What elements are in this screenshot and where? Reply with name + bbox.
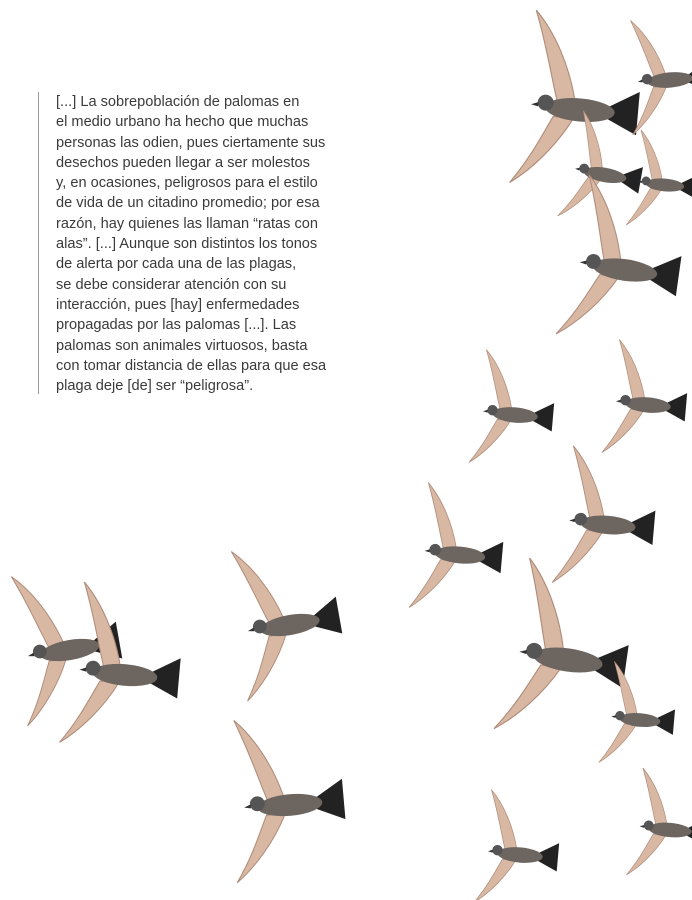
quote-line: palomas son animales virtuosos, basta bbox=[56, 337, 308, 354]
quote-line: plaga deje [de] ser “peligrosa”. bbox=[56, 378, 254, 395]
quote-line: y, en ocasiones, peligrosos para el estilo bbox=[56, 175, 318, 192]
quote-line: razón, hay quienes las llaman “ratas con bbox=[56, 215, 319, 232]
quote-line: de alerta por cada una de las plagas, bbox=[56, 256, 297, 273]
quote-line: con tomar distancia de ellas para que esa bbox=[56, 357, 327, 374]
quote-line: el medio urbano ha hecho que muchas bbox=[56, 114, 309, 131]
pigeon-icon bbox=[222, 535, 351, 701]
pigeon-icon bbox=[409, 482, 508, 615]
quote-line: interacción, pues [hay] enfermedades bbox=[56, 296, 300, 313]
quote-line: de vida de un citadino promedio; por esa bbox=[56, 195, 320, 212]
quote-line: desechos pueden llegar a ser molestos bbox=[56, 154, 310, 171]
pigeon-icon bbox=[469, 349, 558, 470]
quote-line: alas”. [...] Aunque son distintos los tonos bbox=[56, 236, 318, 253]
quote-line: [...] La sobrepoblación de palomas en bbox=[56, 94, 300, 110]
quote-line: personas las odien, pues ciertamente sus bbox=[56, 134, 326, 151]
pigeon-icon bbox=[552, 445, 660, 591]
quote-line: propagadas por las palomas [...]. Las bbox=[56, 317, 297, 334]
pigeon-icon bbox=[474, 789, 563, 900]
pigeon-icon bbox=[223, 712, 350, 883]
quote-line: se debe considerar atención con su bbox=[56, 276, 287, 293]
pigeon-icon bbox=[510, 9, 647, 193]
pigeon-icon bbox=[602, 339, 691, 460]
pigeon-icon bbox=[626, 767, 692, 881]
pigeon-icon bbox=[59, 581, 186, 752]
